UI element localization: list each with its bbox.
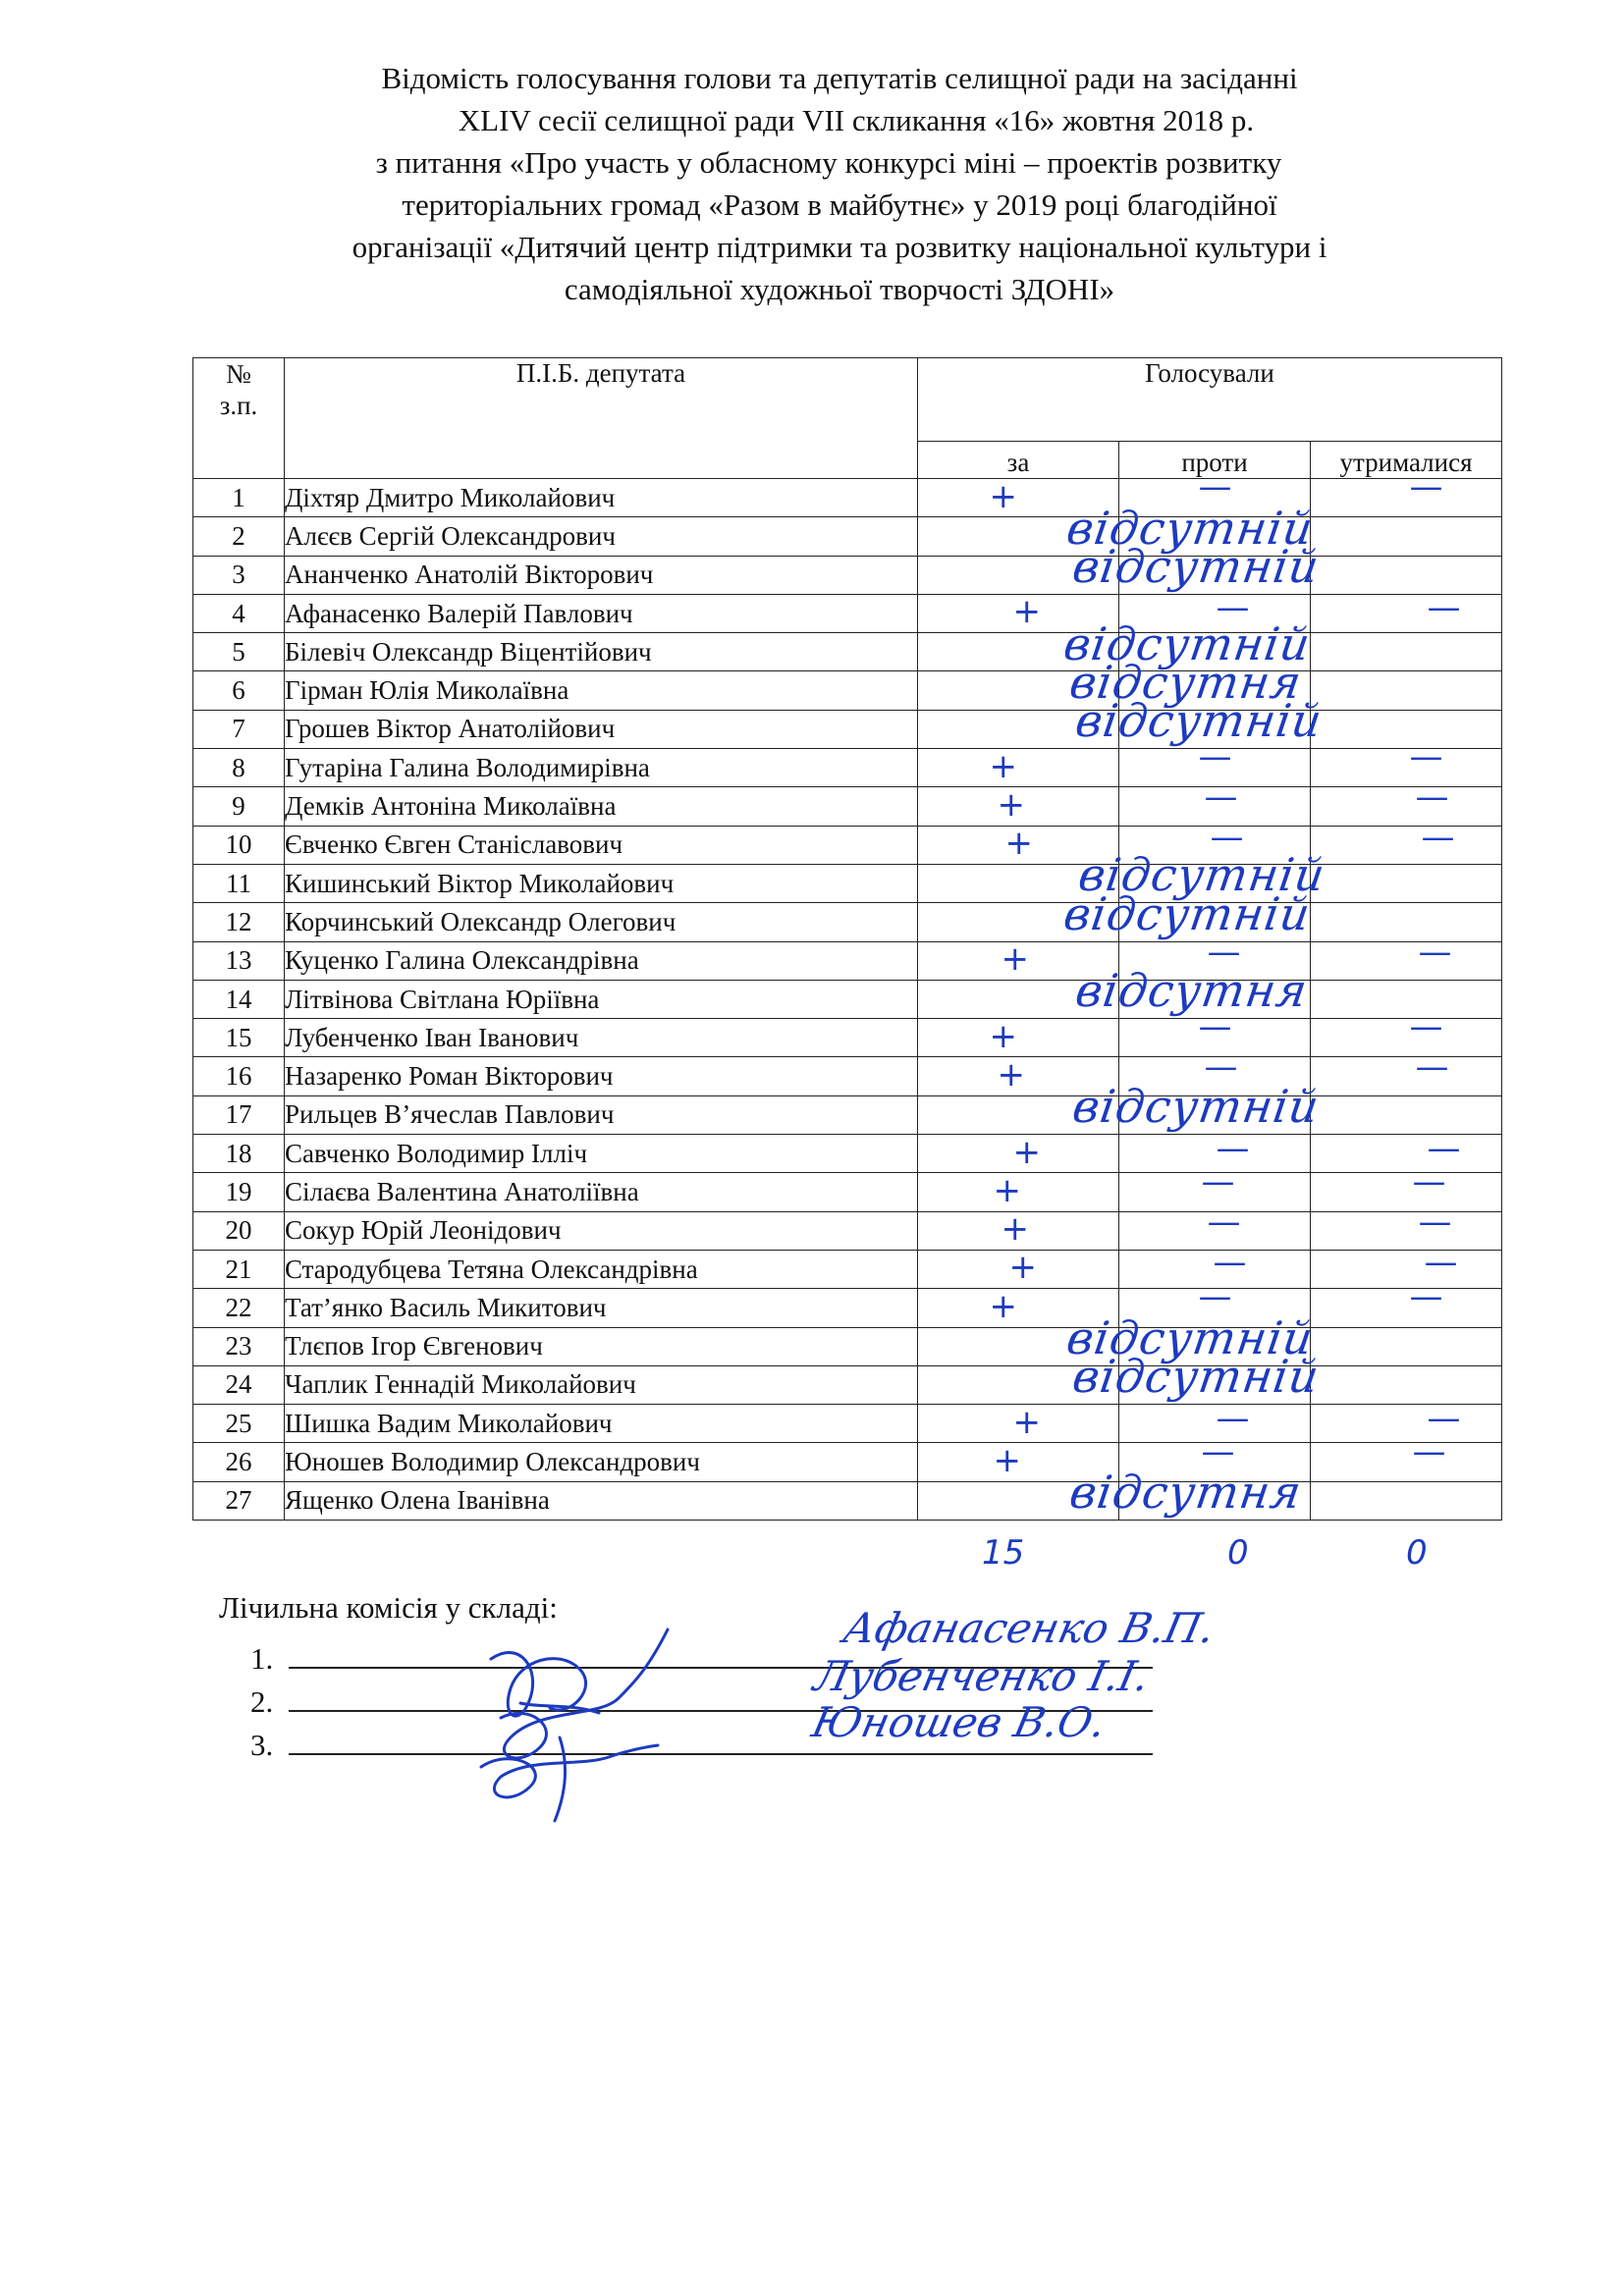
vote-for-mark: + (1008, 1248, 1037, 1288)
abstained-cell (1311, 1289, 1502, 1327)
vote-for-mark: + (989, 746, 1017, 786)
vote-abstained-dash: — (1409, 736, 1443, 776)
row-number: 5 (193, 633, 285, 671)
for-cell (918, 710, 1119, 748)
absent-note: відсутня (1065, 655, 1305, 709)
table-body (193, 476, 1502, 1521)
table-row (193, 1481, 1502, 1520)
row-number: 26 (193, 1443, 285, 1481)
title-line: з питання «Про участь у обласному конкурсі міні – проектів розвитку (375, 145, 1282, 180)
number-header (193, 358, 285, 479)
table-row (193, 1250, 1502, 1288)
row-number: 14 (193, 980, 285, 1018)
vote-against-dash: — (1201, 1431, 1235, 1471)
against-cell (1119, 826, 1311, 864)
row-number: 16 (193, 1057, 285, 1095)
against-cell (1119, 479, 1311, 517)
deputy-name: Гірман Юлія Миколаївна (285, 671, 918, 710)
for-cell (918, 784, 1119, 826)
table-row (193, 671, 1502, 710)
for-cell (918, 1365, 1119, 1404)
absent-note: відсутній (1068, 540, 1323, 594)
row-number: 9 (193, 787, 285, 826)
member-name-handwritten: Лубенченко І.І. (809, 1652, 1155, 1700)
member-name-handwritten: Афанасенко В.П. (839, 1604, 1219, 1652)
row-number: 11 (193, 864, 285, 902)
abstained-cell (1311, 826, 1502, 864)
abstained-cell (1311, 1443, 1502, 1481)
deputy-name: Рильцев В’ячеслав Павлович (285, 1095, 918, 1134)
against-cell (1119, 1095, 1311, 1134)
abstained-cell (1311, 864, 1502, 902)
vote-abstained-dash: — (1427, 1398, 1461, 1438)
deputy-name: Корчинський Олександр Олегович (285, 903, 918, 941)
row-number: 8 (193, 749, 285, 787)
document-title (226, 57, 1453, 310)
abstained-cell (1311, 671, 1502, 710)
table-row (193, 903, 1502, 941)
for-cell (918, 1327, 1119, 1365)
for-cell (918, 1211, 1119, 1250)
against-cell (1119, 1365, 1311, 1404)
abstained-header: утрималися (1311, 442, 1502, 479)
table-row (193, 1365, 1502, 1404)
absent-note: відсутній (1062, 501, 1317, 555)
against-cell (1119, 1250, 1311, 1288)
abstained-cell (1311, 1173, 1502, 1211)
deputy-name: Афанасенко Валерій Павлович (285, 594, 918, 632)
for-cell (918, 980, 1119, 1018)
against-cell (1119, 1443, 1311, 1481)
vote-against-dash: — (1216, 1398, 1250, 1438)
voting-table (192, 357, 1502, 1521)
for-cell (918, 903, 1119, 941)
for-cell (918, 1481, 1119, 1520)
abstained-cell (1311, 1405, 1502, 1443)
absent-note: відсутній (1068, 1080, 1323, 1134)
table-row (193, 864, 1502, 902)
table-row (193, 479, 1502, 517)
row-number: 27 (193, 1481, 285, 1520)
deputy-name: Чаплик Геннадій Миколайович (285, 1365, 918, 1404)
member-number: 2. (250, 1684, 274, 1719)
title-line: XLIV сесії селищної ради VII скликання «16» жовтня 2018 р. (458, 103, 1255, 137)
table-row (193, 826, 1502, 864)
table-row (193, 980, 1502, 1018)
against-cell (1119, 1327, 1311, 1365)
vote-against-dash: — (1210, 818, 1244, 858)
for-cell (918, 517, 1119, 556)
commission-label: Лічильна комісія у складі: (219, 1590, 558, 1625)
table-row (193, 1289, 1502, 1327)
deputy-name: Демків Антоніна Миколаївна (285, 787, 918, 826)
row-number: 7 (193, 710, 285, 748)
table-row (193, 787, 1502, 826)
vote-against-dash: — (1216, 588, 1250, 628)
row-number: 12 (193, 903, 285, 941)
row-number: 18 (193, 1135, 285, 1173)
vote-for-mark: + (993, 1170, 1021, 1210)
for-cell (918, 1016, 1119, 1057)
vote-against-dash: — (1198, 466, 1232, 507)
deputy-name: Білевіч Олександр Віцентійович (285, 633, 918, 671)
deputy-name: Сілаєва Валентина Анатоліївна (285, 1173, 918, 1211)
vote-for-mark: + (993, 1440, 1021, 1480)
against-cell (1119, 1019, 1311, 1057)
vote-against-dash: — (1201, 1161, 1235, 1201)
abstained-cell (1311, 1019, 1502, 1057)
abstained-cell (1311, 1327, 1502, 1365)
deputy-name: Літвінова Світлана Юріївна (285, 980, 918, 1018)
total-against: 0 (1227, 1533, 1249, 1573)
absent-note: відсутній (1068, 1350, 1323, 1404)
table-row (193, 1443, 1502, 1481)
total-abstained: 0 (1406, 1533, 1428, 1573)
against-cell (1119, 1481, 1311, 1520)
for-cell (918, 1095, 1119, 1134)
title-line: організації «Дитячий центр підтримки та розвитку національної культури і (352, 230, 1327, 264)
table-row (193, 517, 1502, 556)
vote-abstained-dash: — (1427, 588, 1461, 628)
row-number: 17 (193, 1095, 285, 1134)
row-number: 15 (193, 1019, 285, 1057)
against-cell (1119, 1211, 1311, 1250)
table-row (193, 1211, 1502, 1250)
against-header: проти (1119, 442, 1311, 479)
table-row (193, 1405, 1502, 1443)
row-number: 13 (193, 941, 285, 980)
total-for: 15 (982, 1533, 1025, 1573)
abstained-cell (1311, 787, 1502, 826)
for-cell (918, 826, 1119, 864)
absent-note: відсутній (1062, 1311, 1317, 1365)
abstained-cell (1311, 980, 1502, 1018)
number-header-sub: з.п. (219, 391, 258, 420)
member-number: 1. (250, 1641, 274, 1676)
row-number: 21 (193, 1250, 285, 1288)
absent-note: відсутній (1071, 694, 1326, 748)
vote-against-dash: — (1207, 933, 1241, 973)
abstained-cell (1311, 633, 1502, 671)
abstained-cell (1311, 556, 1502, 594)
against-cell (1119, 1405, 1311, 1443)
vote-for-mark: + (1012, 1132, 1041, 1172)
for-cell (918, 1402, 1119, 1443)
title-line: Відомість голосування голови та депутатів селищної ради на засіданні (381, 61, 1298, 95)
deputy-name: Грошев Віктор Анатолійович (285, 710, 918, 748)
for-cell (918, 1054, 1119, 1095)
against-cell (1119, 941, 1311, 980)
against-cell (1119, 1173, 1311, 1211)
deputy-name: Гутаріна Галина Володимирівна (285, 749, 918, 787)
name-header: П.І.Б. депутата (285, 358, 918, 479)
vote-against-dash: — (1216, 1128, 1250, 1168)
row-number: 3 (193, 556, 285, 594)
deputy-name: Ананченко Анатолій Вікторович (285, 556, 918, 594)
against-cell (1119, 1289, 1311, 1327)
deputy-name: Сокур Юрій Леонідович (285, 1211, 918, 1250)
abstained-cell (1311, 749, 1502, 787)
deputy-name: Стародубцева Тетяна Олександрівна (285, 1250, 918, 1288)
deputy-name: Шишка Вадим Миколайович (285, 1405, 918, 1443)
abstained-cell (1311, 1095, 1502, 1134)
absent-note: відсутній (1074, 848, 1328, 902)
vote-abstained-dash: — (1418, 933, 1452, 973)
against-cell (1119, 787, 1311, 826)
number-header-symbol: № (226, 359, 251, 389)
for-cell (918, 594, 1119, 632)
abstained-cell (1311, 710, 1502, 748)
table-row (193, 941, 1502, 980)
absent-note: відсутній (1059, 616, 1314, 670)
row-number: 19 (193, 1173, 285, 1211)
for-cell (918, 1440, 1119, 1481)
table-row (193, 1135, 1502, 1173)
vote-against-dash: — (1207, 1202, 1241, 1243)
abstained-cell (1311, 903, 1502, 941)
vote-against-dash: — (1198, 1006, 1232, 1046)
vote-for-mark: + (997, 784, 1025, 825)
abstained-cell (1311, 941, 1502, 980)
row-number: 2 (193, 517, 285, 556)
for-cell (918, 633, 1119, 671)
row-number: 24 (193, 1365, 285, 1404)
against-cell (1119, 749, 1311, 787)
table-row (193, 1095, 1502, 1134)
row-number: 1 (193, 479, 285, 517)
against-cell (1119, 1135, 1311, 1173)
abstained-cell (1311, 1250, 1502, 1288)
against-cell (1119, 671, 1311, 710)
against-cell (1119, 556, 1311, 594)
abstained-cell (1311, 1365, 1502, 1404)
against-cell (1119, 710, 1311, 748)
vote-abstained-dash: — (1409, 1006, 1443, 1046)
deputy-name: Кишинський Віктор Миколайович (285, 864, 918, 902)
for-cell (918, 864, 1119, 902)
vote-abstained-dash: — (1418, 1202, 1452, 1243)
vote-abstained-dash: — (1415, 776, 1449, 817)
deputy-name: Назаренко Роман Вікторович (285, 1057, 918, 1095)
table-row (193, 1173, 1502, 1211)
vote-for-mark: + (1012, 592, 1041, 632)
absent-note: відсутня (1065, 1466, 1305, 1520)
abstained-cell (1311, 1057, 1502, 1095)
abstained-cell (1311, 1211, 1502, 1250)
title-line: самодіяльної художньої творчості ЗДОНІ» (564, 272, 1115, 306)
row-number: 6 (193, 671, 285, 710)
for-cell (918, 1250, 1119, 1288)
deputy-name: Куценко Галина Олександрівна (285, 941, 918, 980)
vote-abstained-dash: — (1421, 818, 1455, 858)
against-cell (1119, 517, 1311, 556)
vote-abstained-dash: — (1412, 1431, 1446, 1471)
for-cell (918, 556, 1119, 594)
for-cell (918, 1170, 1119, 1211)
vote-abstained-dash: — (1424, 1243, 1458, 1283)
abstained-cell (1311, 594, 1502, 632)
table-row (193, 710, 1502, 748)
for-cell (918, 1132, 1119, 1173)
vote-against-dash: — (1198, 736, 1232, 776)
for-cell (918, 941, 1119, 980)
deputy-name: Діхтяр Дмитро Миколайович (285, 479, 918, 517)
vote-against-dash: — (1198, 1276, 1232, 1316)
row-number: 20 (193, 1211, 285, 1250)
vote-against-dash: — (1213, 1243, 1247, 1283)
member-number: 3. (250, 1728, 274, 1762)
for-cell (918, 1286, 1119, 1327)
voted-header: Голосували (918, 358, 1502, 442)
table-row (193, 633, 1502, 671)
vote-abstained-dash: — (1415, 1046, 1449, 1087)
for-cell (918, 746, 1119, 787)
vote-for-mark: + (1012, 1402, 1041, 1442)
absent-note: відсутня (1071, 964, 1311, 1018)
against-cell (1119, 1057, 1311, 1095)
table-row (193, 1327, 1502, 1365)
vote-against-dash: — (1204, 1046, 1238, 1087)
vote-for-mark: + (989, 1016, 1017, 1056)
deputy-name: Юношев Володимир Олександрович (285, 1443, 918, 1481)
handwritten-signature (461, 1610, 687, 1826)
vote-for-mark: + (1004, 824, 1033, 864)
row-number: 22 (193, 1289, 285, 1327)
deputy-name: Тлєпов Ігор Євгенович (285, 1327, 918, 1365)
table-row (193, 1057, 1502, 1095)
vote-for-mark: + (1001, 1209, 1029, 1250)
vote-for-mark: + (989, 1286, 1017, 1326)
table-row (193, 556, 1502, 594)
absent-note: відсутній (1059, 886, 1314, 940)
abstained-cell (1311, 517, 1502, 556)
row-number: 23 (193, 1327, 285, 1365)
deputy-name: Лубенченко Іван Іванович (285, 1019, 918, 1057)
table-row (193, 594, 1502, 632)
row-number: 10 (193, 826, 285, 864)
vote-abstained-dash: — (1409, 1276, 1443, 1316)
deputy-name: Ященко Олена Іванівна (285, 1481, 918, 1520)
for-cell (918, 476, 1119, 517)
vote-abstained-dash: — (1427, 1128, 1461, 1168)
member-name-handwritten: Юношев В.О. (807, 1698, 1110, 1746)
vote-against-dash: — (1204, 776, 1238, 817)
abstained-cell (1311, 1481, 1502, 1520)
vote-abstained-dash: — (1412, 1161, 1446, 1201)
against-cell (1119, 903, 1311, 941)
row-number: 25 (193, 1405, 285, 1443)
vote-for-mark: + (1001, 939, 1029, 980)
vote-for-mark: + (989, 476, 1017, 516)
deputy-name: Євченко Євген Станіславович (285, 826, 918, 864)
against-cell (1119, 980, 1311, 1018)
title-line: територіальних громад «Разом в майбутнє» у 2019 році благодійної (402, 187, 1277, 222)
against-cell (1119, 633, 1311, 671)
table-row (193, 1019, 1502, 1057)
deputy-name: Тат’янко Василь Микитович (285, 1289, 918, 1327)
table-row (193, 749, 1502, 787)
for-header: за (918, 442, 1119, 479)
abstained-cell (1311, 1135, 1502, 1173)
deputy-name: Савченко Володимир Ілліч (285, 1135, 918, 1173)
against-cell (1119, 864, 1311, 902)
abstained-cell (1311, 479, 1502, 517)
vote-for-mark: + (997, 1054, 1025, 1095)
deputy-name: Алєєв Сергій Олександрович (285, 517, 918, 556)
vote-abstained-dash: — (1409, 466, 1443, 507)
against-cell (1119, 594, 1311, 632)
for-cell (918, 671, 1119, 710)
row-number: 4 (193, 594, 285, 632)
